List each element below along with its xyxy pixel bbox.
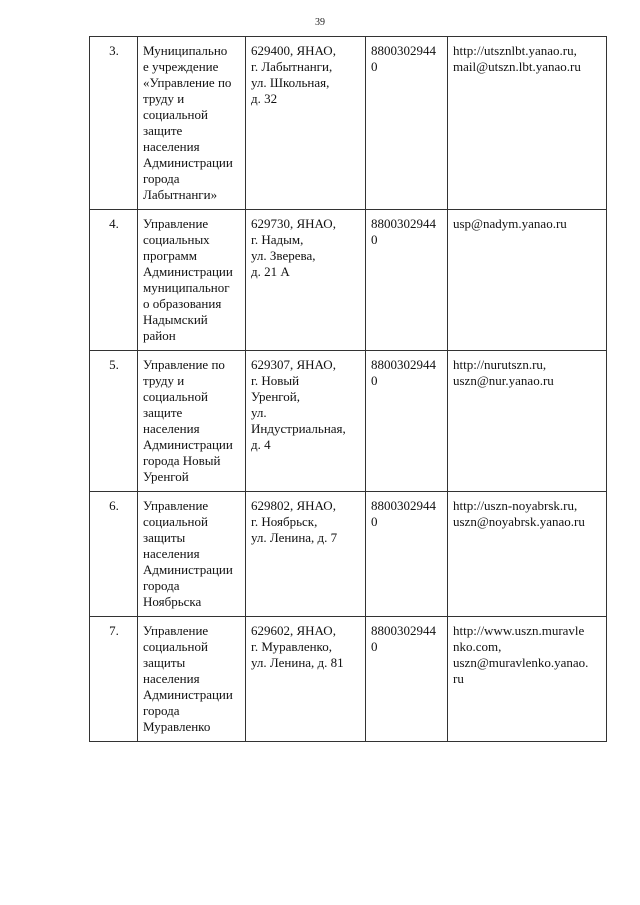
cell-text-line: 0 [371,514,378,529]
cell-text-line: социальной [143,389,208,404]
table-row [90,210,607,351]
cell-text-line: города [143,171,180,186]
cell-text-line: 629602, ЯНАО, [251,623,336,638]
cell-text-line: Управление [143,498,209,513]
cell-text-line: Администрации [143,437,233,452]
website-email-cell [448,351,607,492]
row-number-cell [90,210,138,351]
cell-text-line: Ноябрьска [143,594,202,609]
table-row [90,37,607,210]
cell-text-line: населения [143,671,200,686]
cell-text-line: Администрации [143,155,233,170]
cell-text-line: Уренгой, [251,389,301,404]
cell-text-line: 0 [371,59,378,74]
cell-text-line: г. Новый [251,373,300,388]
organization-name-cell [138,492,246,617]
cell-text-line: ru [453,671,464,686]
cell-text-line: ул. [251,405,267,420]
cell-text-line: населения [143,421,200,436]
cell-text-line: социальных [143,232,210,247]
cell-text-line: Управление [143,216,209,231]
phone-cell [366,210,448,351]
row-number: 5. [109,357,119,372]
cell-text-line: защиты [143,655,186,670]
cell-text-line: программ [143,248,198,263]
cell-text-line: 8800302944 [371,623,436,638]
cell-text-line: uszn@nur.yanao.ru [453,373,554,388]
table-body [90,37,607,742]
cell-text-line: труду и [143,373,185,388]
row-number: 4. [109,216,119,231]
row-number: 7. [109,623,119,638]
cell-text-line: uszn@muravlenko.yanao. [453,655,589,670]
cell-text-line: 629730, ЯНАО, [251,216,336,231]
row-number: 6. [109,498,119,513]
cell-text-line: 0 [371,373,378,388]
cell-text-line: 8800302944 [371,357,436,372]
address-cell [246,37,366,210]
cell-text-line: ул. Зверева, [251,248,316,263]
social-protection-registry-table [89,36,607,742]
cell-text-line: mail@utszn.lbt.yanao.ru [453,59,581,74]
cell-text-line: http://nurutszn.ru, [453,357,547,372]
cell-text-line: г. Надым, [251,232,304,247]
cell-text-line: ул. Ленина, д. 7 [251,530,338,545]
cell-text-line: район [143,328,176,343]
row-number-cell [90,492,138,617]
cell-text-line: 8800302944 [371,43,436,58]
row-number-cell [90,351,138,492]
cell-text-line: Администрации [143,562,233,577]
phone-cell [366,351,448,492]
cell-text-line: «Управление по [143,75,232,90]
cell-text-line: usp@nadym.yanao.ru [453,216,567,231]
cell-text-line: г. Муравленко, [251,639,332,654]
row-number: 3. [109,43,119,58]
cell-text-line: города [143,703,180,718]
website-email-cell [448,37,607,210]
cell-text-line: Индустриальная, [251,421,346,436]
cell-text-line: http://www.uszn.muravle [453,623,585,638]
cell-text-line: Муравленко [143,719,211,734]
cell-text-line: 0 [371,639,378,654]
cell-text-line: Управление по [143,357,225,372]
cell-text-line: Управление [143,623,209,638]
cell-text-line: Администрации [143,687,233,702]
cell-text-line: Муниципально [143,43,228,58]
cell-text-line: nko.com, [453,639,502,654]
cell-text-line: населения [143,139,200,154]
table-row [90,351,607,492]
organization-name-cell [138,351,246,492]
website-email-cell [448,210,607,351]
cell-text-line: д. 21 А [251,264,290,279]
row-number-cell [90,37,138,210]
cell-text-line: 0 [371,232,378,247]
cell-text-line: 629307, ЯНАО, [251,357,336,372]
cell-text-line: http://uszn-noyabrsk.ru, [453,498,578,513]
cell-text-line: Надымский [143,312,208,327]
cell-text-line: 8800302944 [371,216,436,231]
cell-text-line: муниципальног [143,280,230,295]
table-row [90,617,607,742]
organization-name-cell [138,210,246,351]
cell-text-line: д. 32 [251,91,278,106]
cell-text-line: города [143,578,180,593]
address-cell [246,210,366,351]
cell-text-line: 629400, ЯНАО, [251,43,336,58]
cell-text-line: защите [143,405,183,420]
page-number: 39 [315,17,325,28]
cell-text-line: д. 4 [251,437,271,452]
phone-cell [366,492,448,617]
cell-text-line: социальной [143,514,208,529]
website-email-cell [448,617,607,742]
cell-text-line: ул. Школьная, [251,75,330,90]
cell-text-line: Администрации [143,264,233,279]
cell-text-line: г. Лабытнанги, [251,59,333,74]
cell-text-line: г. Ноябрьск, [251,514,318,529]
address-cell [246,617,366,742]
cell-text-line: социальной [143,107,208,122]
cell-text-line: 8800302944 [371,498,436,513]
cell-text-line: Лабытнанги» [143,187,218,202]
organization-name-cell [138,617,246,742]
phone-cell [366,37,448,210]
cell-text-line: 629802, ЯНАО, [251,498,336,513]
cell-text-line: защиты [143,530,186,545]
cell-text-line: е учреждение [143,59,219,74]
cell-text-line: социальной [143,639,208,654]
cell-text-line: населения [143,546,200,561]
cell-text-line: Уренгой [143,469,189,484]
cell-text-line: uszn@noyabrsk.yanao.ru [453,514,585,529]
cell-text-line: защите [143,123,183,138]
cell-text-line: о образования [143,296,222,311]
organization-name-cell [138,37,246,210]
cell-text-line: ул. Ленина, д. 81 [251,655,344,670]
website-email-cell [448,492,607,617]
address-cell [246,492,366,617]
row-number-cell [90,617,138,742]
cell-text-line: http://utsznlbt.yanao.ru, [453,43,577,58]
address-cell [246,351,366,492]
cell-text-line: труду и [143,91,185,106]
phone-cell [366,617,448,742]
table-row [90,492,607,617]
cell-text-line: города Новый [143,453,221,468]
